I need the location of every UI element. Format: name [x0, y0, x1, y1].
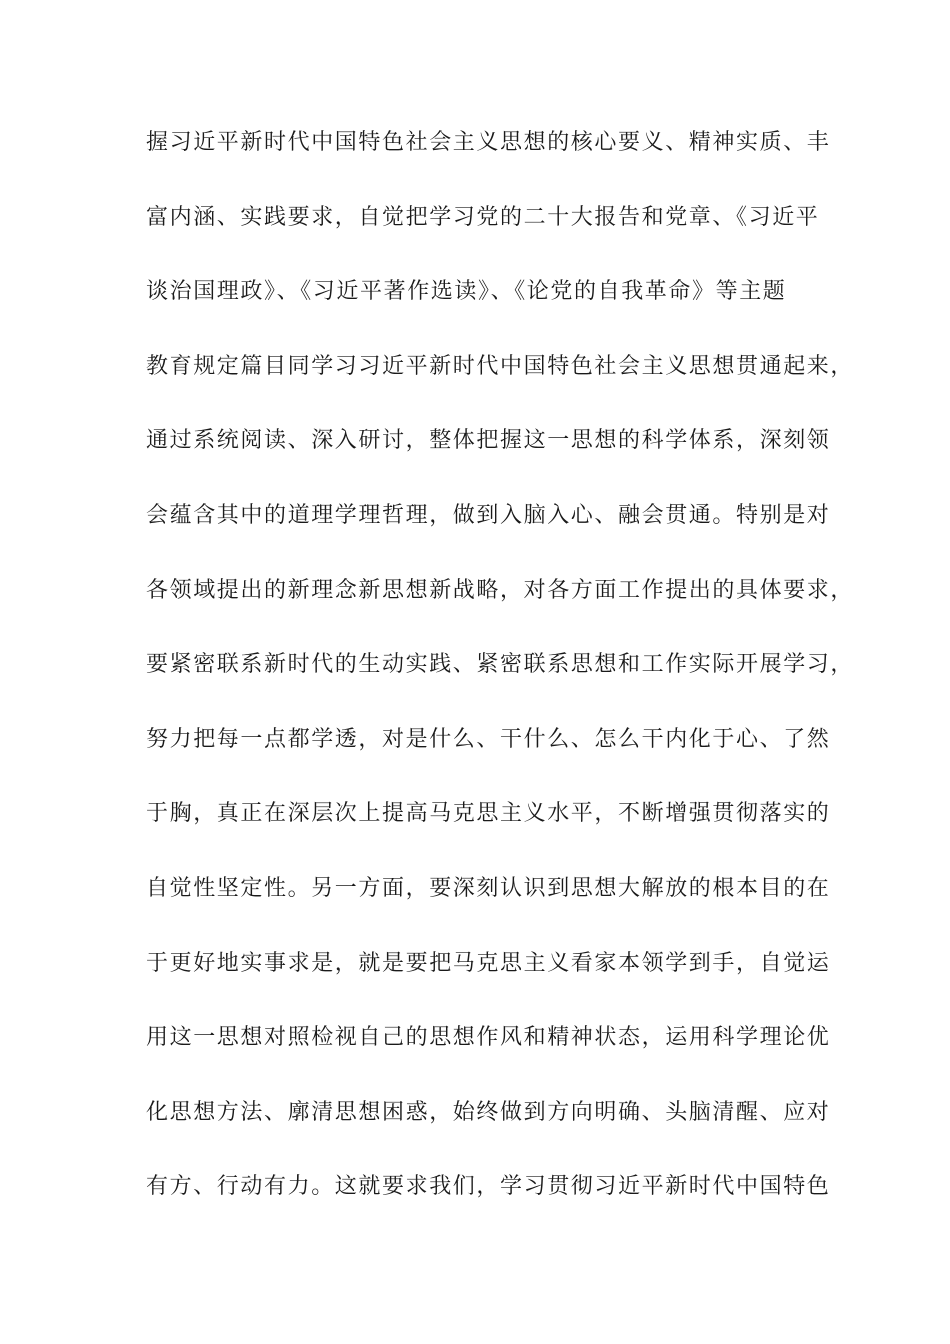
text-line: 教育规定篇目同学习习近平新时代中国特色社会主义思想贯通起来，: [146, 353, 855, 379]
text-line: 握习近平新时代中国特色社会主义思想的核心要义、精神实质、丰: [146, 130, 831, 155]
text-line: 自觉性坚定性。另一方面，要深刻认识到思想大解放的根本目的在: [146, 875, 831, 901]
text-line: 努力把每一点都学透，对是什么、干什么、怎么干内化于心、了然: [146, 726, 831, 752]
text-line: 谈治国理政》、《习近平著作选读》、《论党的自我革命》等主题: [146, 279, 787, 305]
text-line: 有方、行动有力。这就要求我们，学习贯彻习近平新时代中国特色: [146, 1174, 831, 1200]
text-line: 化思想方法、廓清思想困惑，始终做到方向明确、头脑清醒、应对: [146, 1099, 831, 1125]
text-line: 富内涵、实践要求，自觉把学习党的二十大报告和党章、《习近平: [146, 204, 820, 230]
text-line: 于更好地实事求是，就是要把马克思主义看家本领学到手，自觉运: [146, 950, 831, 976]
body-text: [146, 128, 855, 1247]
text-line: 通过系统阅读、深入研讨，整体把握这一思想的科学体系，深刻领: [146, 428, 831, 454]
text-line: 各领域提出的新理念新思想新战略，对各方面工作提出的具体要求，: [146, 577, 855, 603]
text-line: 要紧密联系新时代的生动实践、紧密联系思想和工作实际开展学习，: [146, 652, 855, 678]
text-line: 会蕴含其中的道理学理哲理，做到入脑入心、融会贯通。特别是对: [146, 502, 831, 528]
text-line: 用这一思想对照检视自己的思想作风和精神状态，运用科学理论优: [146, 1025, 831, 1051]
text-line: 于胸，真正在深层次上提高马克思主义水平，不断增强贯彻落实的: [146, 801, 831, 827]
